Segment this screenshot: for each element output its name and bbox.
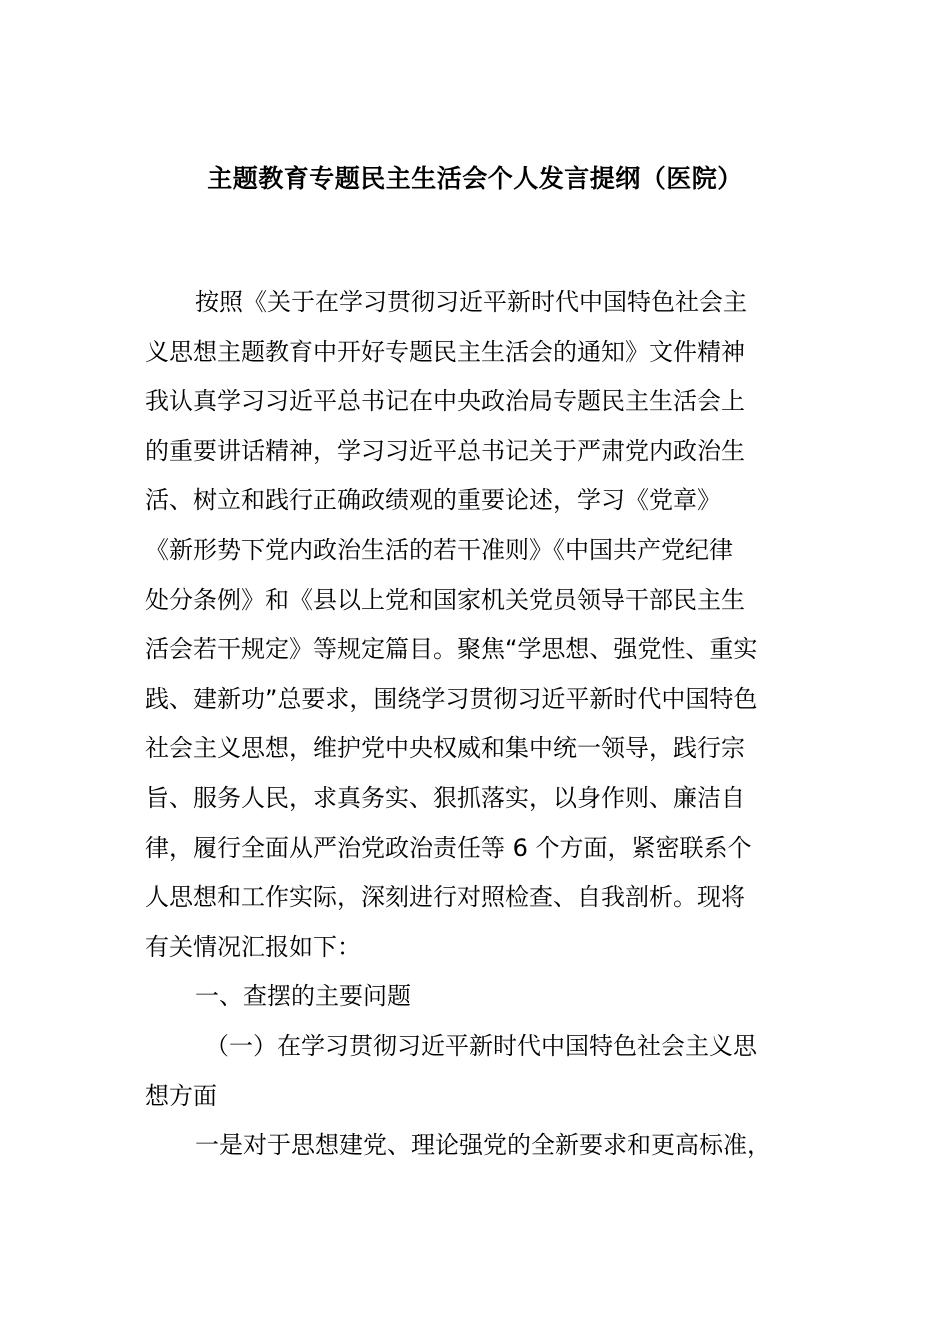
paragraph-line: 社会主义思想，维护党中央权威和集中统一领导，践行宗	[145, 734, 745, 763]
paragraph-line: 的重要讲话精神，学习习近平总书记关于严肃党内政治生	[145, 436, 745, 465]
paragraph-line: 我认真学习习近平总书记在中央政治局专题民主生活会上	[145, 387, 745, 416]
paragraph-line: 活、树立和践行正确政绩观的重要论述，学习《党章》	[145, 486, 721, 515]
paragraph-line: 义思想主题教育中开好专题民主生活会的通知》文件精神	[145, 337, 745, 366]
document-title: 主题教育专题民主生活会个人发言提纲（医院）	[207, 164, 743, 193]
paragraph-line: 活会若干规定》等规定篇目。聚焦“学思想、强党性、重实	[145, 635, 758, 664]
paragraph-line: 一是对于思想建党、理论强党的全新要求和更高标准，	[195, 1131, 771, 1160]
paragraph-line: 人思想和工作实际，深刻进行对照检查、自我剖析。现将	[145, 883, 745, 912]
paragraph-line: 旨、服务人民，求真务实、狠抓落实，以身作则、廉洁自	[145, 783, 745, 812]
paragraph-line: 律，履行全面从严治党政治责任等 6 个方面，紧密联系个	[145, 833, 752, 862]
document-body	[145, 278, 810, 1171]
subsection-heading: （一）在学习贯彻习近平新时代中国特色社会主义思	[205, 1031, 757, 1060]
subsection-heading-continued: 想方面	[145, 1081, 217, 1110]
paragraph-line: 《新形势下党内政治生活的若干准则》《中国共产党纪律	[145, 535, 733, 564]
paragraph-line: 践、建新功”总要求，围绕学习贯彻习近平新时代中国特色	[145, 684, 758, 713]
section-heading: 一、查摆的主要问题	[195, 982, 411, 1011]
paragraph-line: 处分条例》和《县以上党和国家机关党员领导干部民主生	[145, 585, 745, 614]
paragraph-line: 有关情况汇报如下：	[145, 932, 361, 961]
paragraph-line: 按照《关于在学习贯彻习近平新时代中国特色社会主	[195, 288, 747, 316]
